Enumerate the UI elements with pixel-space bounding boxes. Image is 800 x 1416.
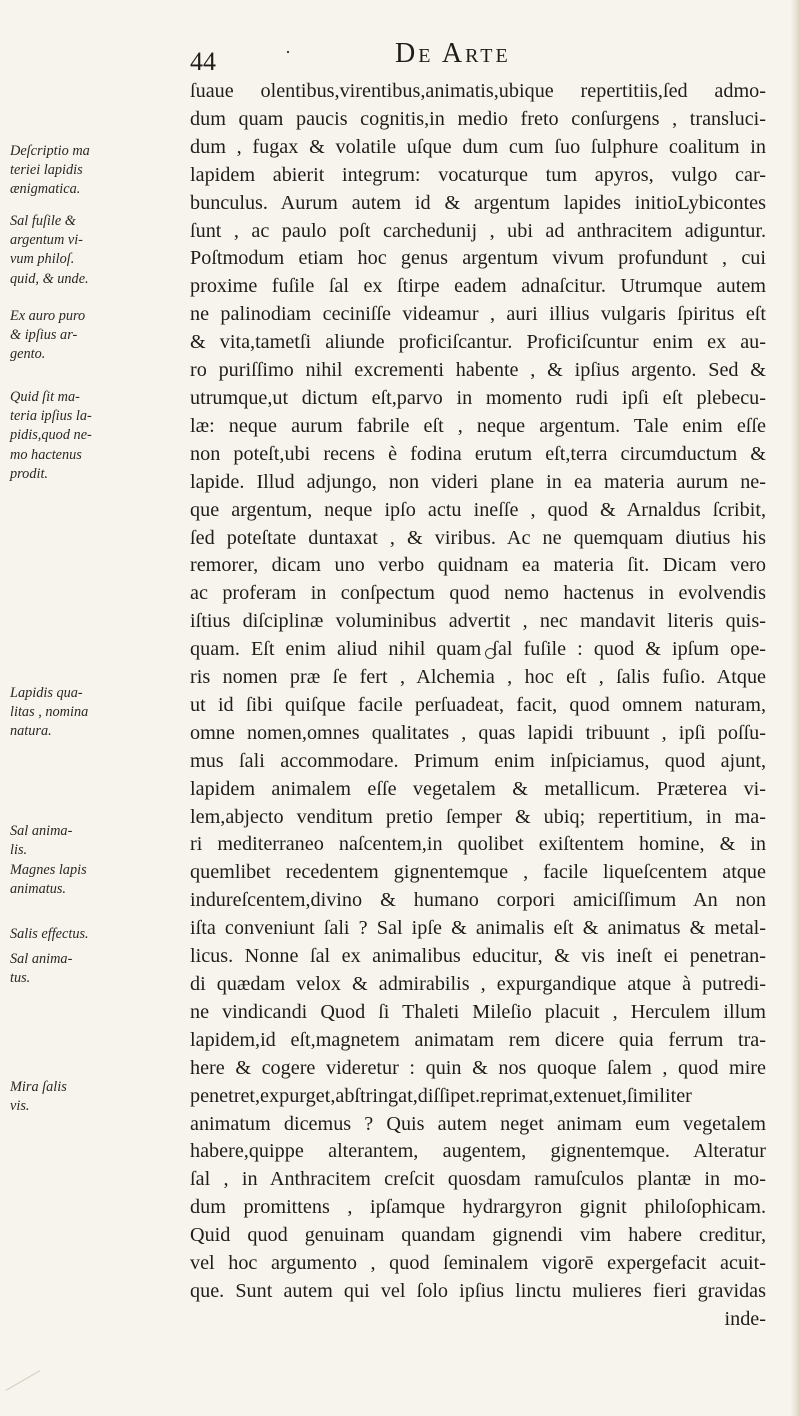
marginal-note-line: argentum vi-: [10, 232, 83, 249]
text-line: proxime fuſile ſal ex ſtirpe eadem adnaſcitur. Utrumque autem: [190, 275, 766, 298]
page-header: [190, 38, 730, 78]
text-line: lapide. Illud adjungo, non videri plane in ea materia aurum ne-: [190, 470, 766, 493]
marginal-note-line: vum philoſ.: [10, 251, 75, 268]
text-line: habere,quippe alterantem, augentem, gignentemque. Alteratur: [190, 1140, 766, 1163]
text-line: animatum dicemus ? Quis autem neget animam eum vegetalem: [190, 1112, 766, 1135]
marginal-note-line: Mira ſalis: [10, 1079, 67, 1095]
text-line: Poſtmodum etiam hoc genus argentum vivum profundunt , cui: [190, 247, 766, 270]
marginal-note: [10, 950, 188, 988]
text-line: ſunt , ac paulo poſt carchedunij , ubi ad anthracitem adiguntur.: [190, 219, 766, 242]
text-line: ſuaue olentibus,virentibus,animatis,ubique repertitiis,ſed admo-: [190, 80, 766, 102]
marginal-note-line: Sal anima-: [10, 823, 73, 839]
text-line: lapidem abierit integrum: vocaturque tum apyros, vulgo car-: [190, 163, 766, 186]
marginal-note-line: teriei lapidis: [10, 162, 83, 179]
header-dot: ·: [285, 42, 291, 62]
text-line: mus ſali accommodare. Primum enim inſpiciamus, quod ajunt,: [190, 749, 766, 772]
text-line: iſtius diſciplinæ voluminibus advertit , nec mandavit literis quis-: [190, 610, 766, 633]
marginal-note-line: Ex auro puro: [10, 308, 86, 324]
marginal-note-line: & ipſius ar-: [10, 327, 78, 344]
page-edge-shadow: [790, 0, 800, 1416]
marginal-note: [10, 307, 188, 365]
marginal-note-line: prodit.: [10, 465, 48, 482]
marginal-note-line: lis.: [10, 842, 28, 859]
text-line: ne palinodiam ceciniſſe videamur , auri illius vulgaris ſpiritus eſt: [190, 303, 766, 326]
marginal-note-line: teria ipſius la-: [10, 408, 92, 425]
text-line: que. Sunt autem qui vel ſolo ipſius linctu mulieres fieri gravidas: [190, 1279, 766, 1302]
text-line: ſed poteſtate duntaxat , & viribus. Ac ne quemquam diutius his: [190, 526, 766, 549]
text-line: ac proferam in conſpectum quod nemo hactenus in evolvendis: [190, 582, 766, 605]
text-line: lem,abjecto venditum pretio ſemper & ubiq; repertitium, in ma-: [190, 805, 766, 828]
marginal-note: [10, 684, 188, 742]
marginal-note-line: Lapidis qua-: [10, 685, 83, 701]
marginal-note-line: Quid ſit ma-: [10, 389, 80, 405]
marginal-note: [10, 388, 188, 484]
text-line: iſta conveniunt ſali ? Sal ipſe & animalis eſt & animatus & metal-: [190, 917, 766, 940]
marginal-note: [10, 212, 188, 289]
text-line: que argentum, neque ipſo actu ineſſe , quod & Arnaldus ſcribit,: [190, 498, 766, 521]
text-line: bunculus. Aurum autem id & argentum lapides initioLybicontes: [190, 191, 766, 214]
marginal-note-line: vis.: [10, 1098, 30, 1115]
marginal-note-line: Sal anima-: [10, 951, 73, 967]
text-line: ris nomen præ ſe fert , Alchemia , hoc eſt , ſalis fuſio. Atque: [190, 666, 766, 689]
text-line: ne vindicandi Quod ſi Thaleti Mileſio placuit , Herculem illum: [190, 1000, 766, 1023]
text-line: omne nomen,omnes qualitates , quas lapidi tribuunt , ipſi poſſu-: [190, 721, 766, 744]
marginal-note: [10, 1078, 188, 1116]
marginal-note-line: Salis effectus.: [10, 926, 89, 942]
page-number: 44: [190, 47, 216, 76]
text-line: & vita,tametſi aliunde proficiſcantur. Proficiſcuntur enim ex au-: [190, 331, 766, 354]
marginal-note-line: Magnes lapis: [10, 862, 87, 878]
text-line: quemlibet recedentem gignentemque , facile liqueſcentem atque: [190, 861, 766, 884]
text-line: ut id ſibi quiſque facile perſuadeat, facit, quod omnem naturam,: [190, 693, 766, 716]
marginal-note: [10, 822, 188, 860]
marginal-note-line: mo hactenus: [10, 446, 82, 463]
marginal-note-line: Deſcriptio ma: [10, 143, 90, 159]
marginal-note-line: quid, & unde.: [10, 270, 89, 287]
printer-circle-mark: [485, 648, 496, 659]
text-line: licus. Nonne ſal ex animalibus educitur, & vis ineſt ei penetran-: [190, 945, 766, 968]
text-line: remorer, dicam uno verbo quidnam ea materia ſit. Dicam vero: [190, 554, 766, 577]
text-line: di quædam velox & admirabilis , expurgandique atque à putredi-: [190, 973, 766, 995]
marginal-note-line: natura.: [10, 723, 52, 740]
marginal-note-line: gento.: [10, 346, 46, 363]
text-line: ri mediterraneo naſcentem,in quolibet exiſtentem homine, & in: [190, 833, 766, 856]
text-line: vel hoc argumento , quod ſeminalem vigorē expergefacit acuit-: [190, 1252, 766, 1275]
text-line: non poteſt,ubi recens è fodina erutum eſt,terra circumductum &: [190, 442, 766, 465]
marginal-note-line: pidis,quod ne-: [10, 427, 92, 444]
text-line: inde-: [724, 1307, 766, 1330]
marginal-note-line: tus.: [10, 970, 31, 987]
text-line: Quid quod genuinam quandam gignendi vim habere creditur,: [190, 1224, 766, 1247]
marginal-note: [10, 925, 188, 944]
marginal-note-line: Sal fuſile &: [10, 213, 76, 229]
marginal-note-line: ænigmatica.: [10, 181, 81, 198]
text-line: penetret,expurget,abſtringat,diſſipet.reprimat,extenuet,ſimiliter: [190, 1084, 692, 1107]
page-edge-mark: [5, 1370, 40, 1391]
text-line: læ: neque aurum fabrile eſt , neque argentum. Tale enim eſſe: [190, 414, 766, 437]
text-line: here & cogere videretur : quin & nos quoque ſalem , quod mire: [190, 1056, 766, 1079]
text-line: quam. Eſt enim aliud nihil quam ſal fuſile : quod & ipſum ope-: [190, 638, 766, 661]
marginal-note-line: litas , nomina: [10, 704, 89, 721]
text-line: lapidem,id eſt,magnetem animatam rem dicere quia ferrum tra-: [190, 1028, 766, 1051]
marginal-note: [10, 861, 188, 899]
text-line: ro puriſſimo nihil excrementi habente , & ipſius argento. Sed &: [190, 359, 766, 382]
text-line: dum promittens , ipſamque hydrargyron gignit philoſophicam.: [190, 1196, 766, 1219]
main-text-block: [190, 78, 766, 1334]
text-line: dum quam paucis cognitis,in medio freto conſurgens , transluci-: [190, 107, 766, 130]
marginal-note-line: animatus.: [10, 881, 67, 898]
text-line: ſal , in Anthracitem creſcit quosdam ramuſculos plantæ in mo-: [190, 1168, 766, 1191]
text-line: indureſcentem,divino & humano corpori amiciſſimum An non: [190, 889, 766, 912]
text-line: dum , fugax & volatile uſque dum cum ſuo ſulphure coalitum in: [190, 135, 766, 158]
text-line: utrumque,ut dictum eſt,parvo in momento rudi ipſi eſt plebecu-: [190, 386, 766, 409]
running-title: De Arte: [395, 38, 511, 69]
marginal-note: [10, 142, 188, 200]
text-line: lapidem animalem eſſe vegetalem & metallicum. Præterea vi-: [190, 777, 766, 800]
